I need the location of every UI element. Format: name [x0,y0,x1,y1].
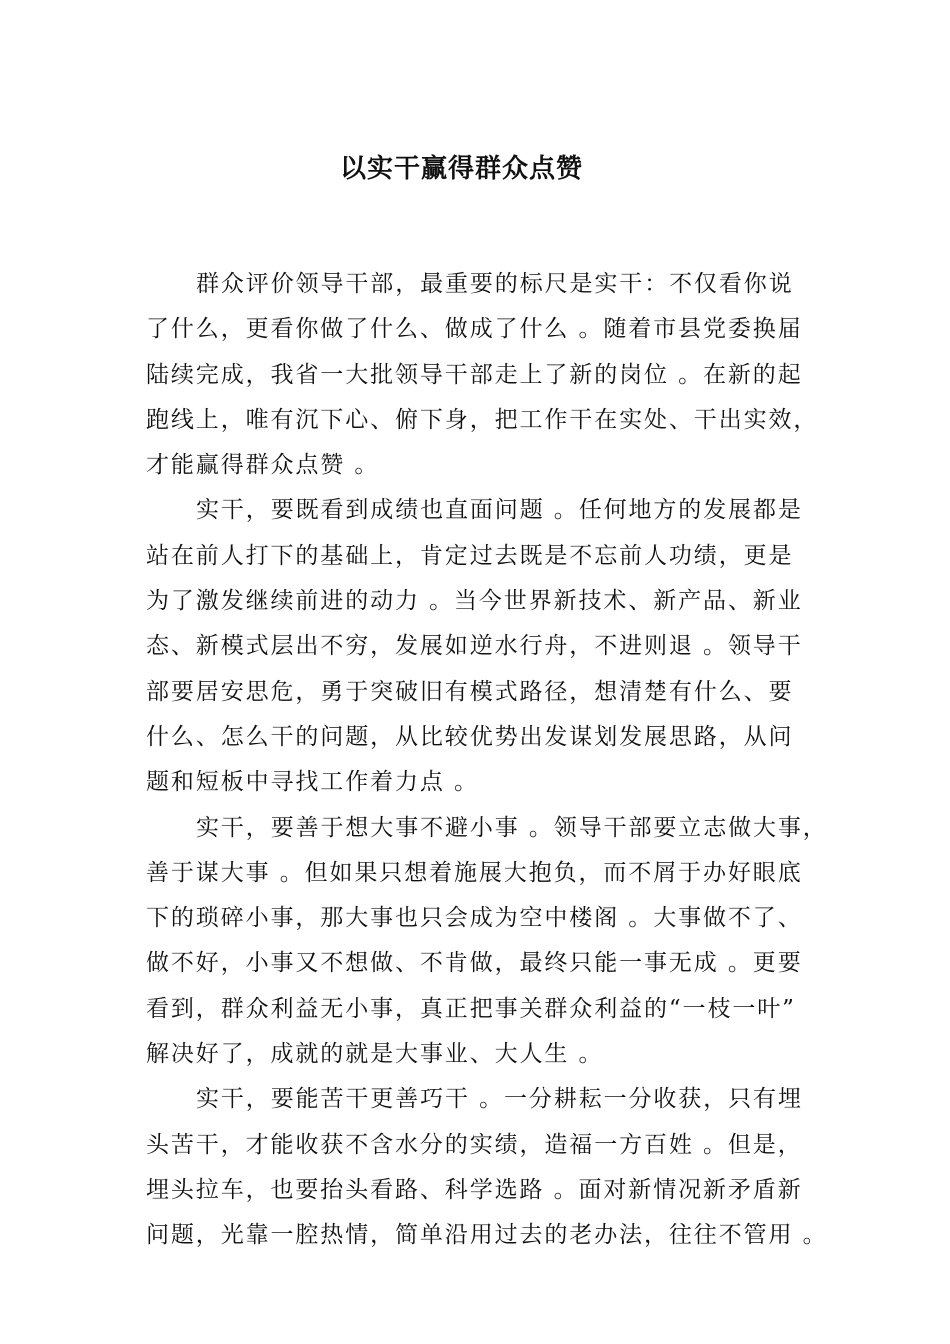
paragraph-2-line-6: 什么、怎么干的问题，从比较优势出发谋划发展思路，从问 [146,723,794,750]
paragraph-3-line-3: 下的琐碎小事，那大事也只会成为空中楼阁 。大事做不了、 [146,905,803,932]
paragraph-4-line-2: 头苦干，才能收获不含水分的实绩，造福一方百姓 。但是， [146,1131,803,1158]
paragraph-2-line-4: 态、新模式层出不穷，发展如逆水行舟，不进则退 。领导干 [146,633,803,660]
paragraph-2-line-2: 站在前人打下的基础上，肯定过去既是不忘前人功绩，更是 [146,542,794,569]
paragraph-1-line-2: 了什么，更看你做了什么、做成了什么 。随着市县党委换届 [146,316,803,343]
document-title: 以实干赢得群众点赞 [339,154,583,184]
paragraph-4-line-4: 问题，光靠一腔热情，简单沿用过去的老办法，往往不管用 。 [146,1222,828,1249]
paragraph-2-line-3: 为了激发继续前进的动力 。当今世界新技术、新产品、新业 [146,588,803,615]
paragraph-3-line-6: 解决好了，成就的就是大事业、大人生 。 [146,1041,604,1068]
paragraph-1-line-1: 群众评价领导干部，最重要的标尺是实干：不仅看你说 [196,271,794,297]
paragraph-4-line-3: 埋头拉车，也要抬头看路、科学选路 。面对新情况新矛盾新 [146,1176,803,1203]
paragraph-1-line-3: 陆续完成，我省一大批领导干部走上了新的岗位 。在新的起 [146,361,803,388]
paragraph-3-line-1: 实干，要善于想大事不避小事 。领导干部要立志做大事， [196,814,828,841]
paragraph-4-line-1: 实干，要能苦干更善巧干 。一分耕耘一分收获，只有埋 [196,1086,803,1113]
paragraph-2-line-5: 部要居安思危，勇于突破旧有模式路径，想清楚有什么、要 [146,678,794,705]
paragraph-3-line-4: 做不好，小事又不想做、不肯做，最终只能一事无成 。更要 [146,950,803,977]
paragraph-1-line-4: 跑线上，唯有沉下心、俯下身，把工作干在实处、干出实效， [146,406,819,433]
paragraph-3-line-2: 善于谋大事 。但如果只想着施展大抱负，而不屑于办好眼底 [146,859,803,886]
document-body [146,262,836,1259]
paragraph-1-line-5: 才能赢得群众点赞 。 [146,452,380,479]
paragraph-2-line-1: 实干，要既看到成绩也直面问题 。任何地方的发展都是 [196,497,803,524]
paragraph-2-line-7: 题和短板中寻找工作着力点 。 [146,769,479,796]
paragraph-3-line-5: 看到，群众利益无小事，真正把事关群众利益的“一枝一叶” [146,995,796,1022]
